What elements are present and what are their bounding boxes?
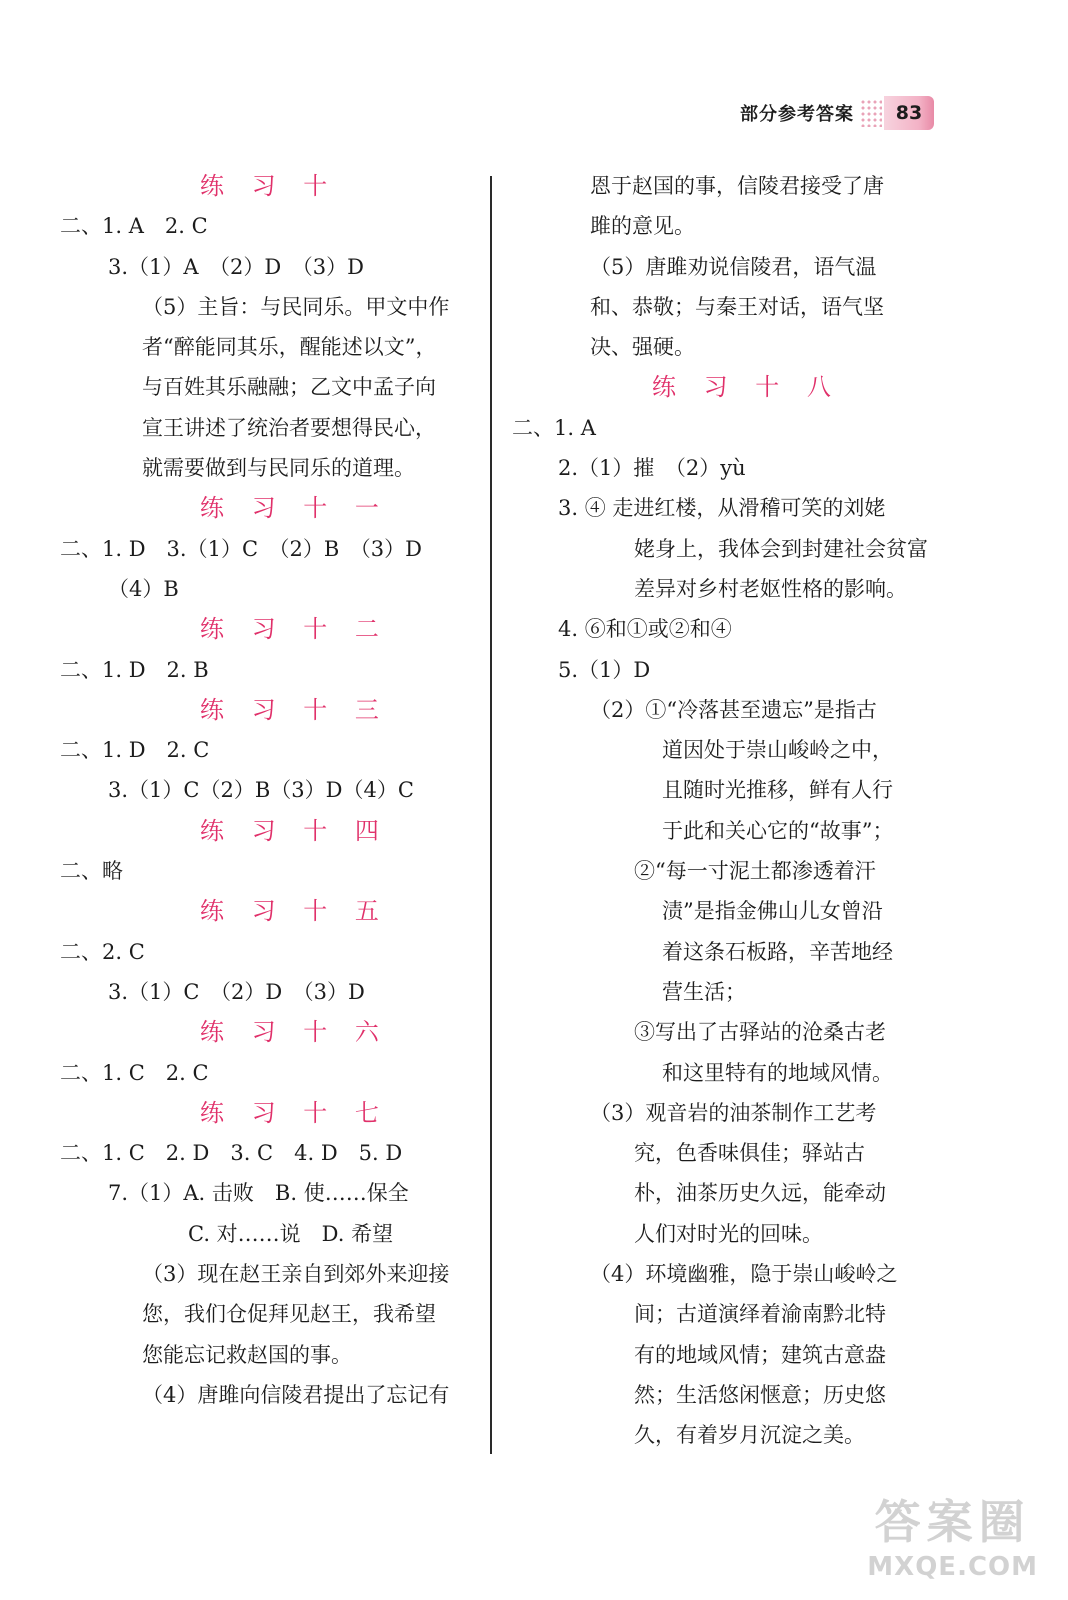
- answer-line: （3）观音岩的油茶制作工艺考: [590, 1100, 877, 1125]
- answer-line: 营生活；: [662, 979, 746, 1004]
- answer-line: 且随时光推移，鲜有人行: [662, 778, 893, 803]
- answer-line: 间；古道演绎着渝南黔北特: [634, 1302, 886, 1327]
- answer-line: 久，有着岁月沉淀之美。: [634, 1423, 865, 1448]
- answer-line: 3. ④ 走进红楼，从滑稽可笑的刘姥: [558, 496, 886, 521]
- answer-line: 二、1. A 2. C: [60, 214, 208, 239]
- exercise-title: 练 习 十: [200, 172, 338, 200]
- answer-line: 道因处于崇山峻岭之中，: [662, 738, 893, 763]
- exercise-title: 练 习 十 七: [200, 1098, 389, 1127]
- answer-line: 和这里特有的地域风情。: [662, 1060, 893, 1085]
- answer-line: 二、1. C 2. C: [60, 1060, 209, 1085]
- answer-line: 人们对时光的回味。: [634, 1221, 823, 1246]
- answer-line: 二、1. C 2. D 3. C 4. D 5. D: [60, 1141, 403, 1166]
- answer-line: 者“醉能同其乐，醒能述以文”，: [142, 335, 437, 360]
- answer-line: 2.（1）摧 （2）yù: [558, 456, 746, 481]
- watermark-text: 答案圈: [874, 1495, 1031, 1549]
- answer-line: 二、略: [60, 859, 123, 884]
- exercise-title: 练 习 十 八: [652, 373, 841, 402]
- answer-line: 决、强硬。: [590, 335, 695, 360]
- answer-line: 二、1. D 3.（1）C （2）B （3）D: [60, 536, 423, 561]
- answer-line: 您能忘记救赵国的事。: [142, 1342, 352, 1367]
- answer-line: 然；生活悠闲惬意；历史悠: [634, 1382, 886, 1407]
- answer-line: 和、恭敬；与秦王对话，语气坚: [590, 294, 884, 319]
- answer-line: C. 对……说 D. 希望: [188, 1221, 394, 1246]
- answer-line: 二、2. C: [60, 939, 145, 964]
- page-header: [740, 96, 934, 130]
- watermark-url: MXQE.COM: [867, 1552, 1038, 1582]
- answer-line: ②“每一寸泥土都渗透着汗: [634, 859, 876, 884]
- answer-line: 7.（1）A. 击败 B. 使……保全: [108, 1181, 409, 1206]
- header-title: 部分参考答案: [740, 104, 854, 125]
- answer-line: 朴，油茶历史久远，能牵动: [634, 1181, 886, 1206]
- answer-line: 与百姓其乐融融；乙文中孟子向: [142, 375, 436, 400]
- exercise-title: 练 习 十 三: [200, 695, 389, 724]
- answer-line: （4）环境幽雅，隐于崇山峻岭之: [590, 1262, 898, 1287]
- answer-line: 3.（1）A （2）D （3）D: [108, 254, 364, 279]
- answer-line: （4）B: [108, 576, 179, 601]
- answer-line: 二、1. D 2. C: [60, 738, 210, 763]
- answer-line: 3.（1）C（2）B（3）D（4）C: [108, 778, 414, 803]
- answer-line: 姥身上，我体会到封建社会贫富: [634, 536, 928, 561]
- header-dots-decoration: [860, 99, 882, 127]
- answer-line: （5）主旨：与民同乐。甲文中作: [142, 294, 450, 319]
- answer-line: 着这条石板路，辛苦地经: [662, 939, 893, 964]
- watermark-logo: [867, 1486, 1038, 1582]
- page-number: 83: [884, 96, 934, 130]
- left-column: [60, 166, 480, 1415]
- exercise-title: 练 习 十 一: [200, 494, 389, 523]
- answer-line: 宣王讲述了统治者要想得民心，: [142, 415, 436, 440]
- answer-line: （5）唐雎劝说信陵君，语气温: [590, 254, 877, 279]
- exercise-title: 练 习 十 五: [200, 897, 389, 926]
- answer-line: 二、1. D 2. B: [60, 657, 209, 682]
- answer-line: 就需要做到与民同乐的道理。: [142, 456, 415, 481]
- answer-line: 二、1. A: [512, 415, 596, 440]
- exercise-title: 练 习 十 四: [200, 816, 389, 845]
- answer-line: 究，色香味俱佳；驿站古: [634, 1141, 865, 1166]
- column-divider: [490, 176, 492, 1454]
- exercise-title: 练 习 十 二: [200, 615, 389, 644]
- answer-line: （3）现在赵王亲自到郊外来迎接: [142, 1262, 450, 1287]
- answer-line: （4）唐雎向信陵君提出了忘记有: [142, 1382, 450, 1407]
- answer-line: 渍”是指金佛山儿女曾沿: [662, 899, 883, 924]
- answer-line: 3.（1）C （2）D （3）D: [108, 979, 365, 1004]
- answer-line: 雎的意见。: [590, 214, 695, 239]
- exercise-title: 练 习 十 六: [200, 1018, 389, 1047]
- answer-line: 恩于赵国的事，信陵君接受了唐: [590, 174, 884, 198]
- answer-line: 4. ⑥和①或②和④: [558, 617, 732, 642]
- answer-line: ③写出了古驿站的沧桑古老: [634, 1020, 886, 1045]
- answer-line: 差异对乡村老妪性格的影响。: [634, 576, 907, 601]
- answer-line: 您，我们仓促拜见赵王，我希望: [142, 1302, 436, 1327]
- answer-line: 5.（1）D: [558, 657, 651, 682]
- answer-line: （2）①“冷落甚至遗忘”是指古: [590, 697, 877, 722]
- answer-line: 于此和关心它的“故事”；: [662, 818, 894, 843]
- right-column: [512, 166, 932, 1456]
- answer-line: 有的地域风情；建筑古意盎: [634, 1342, 886, 1367]
